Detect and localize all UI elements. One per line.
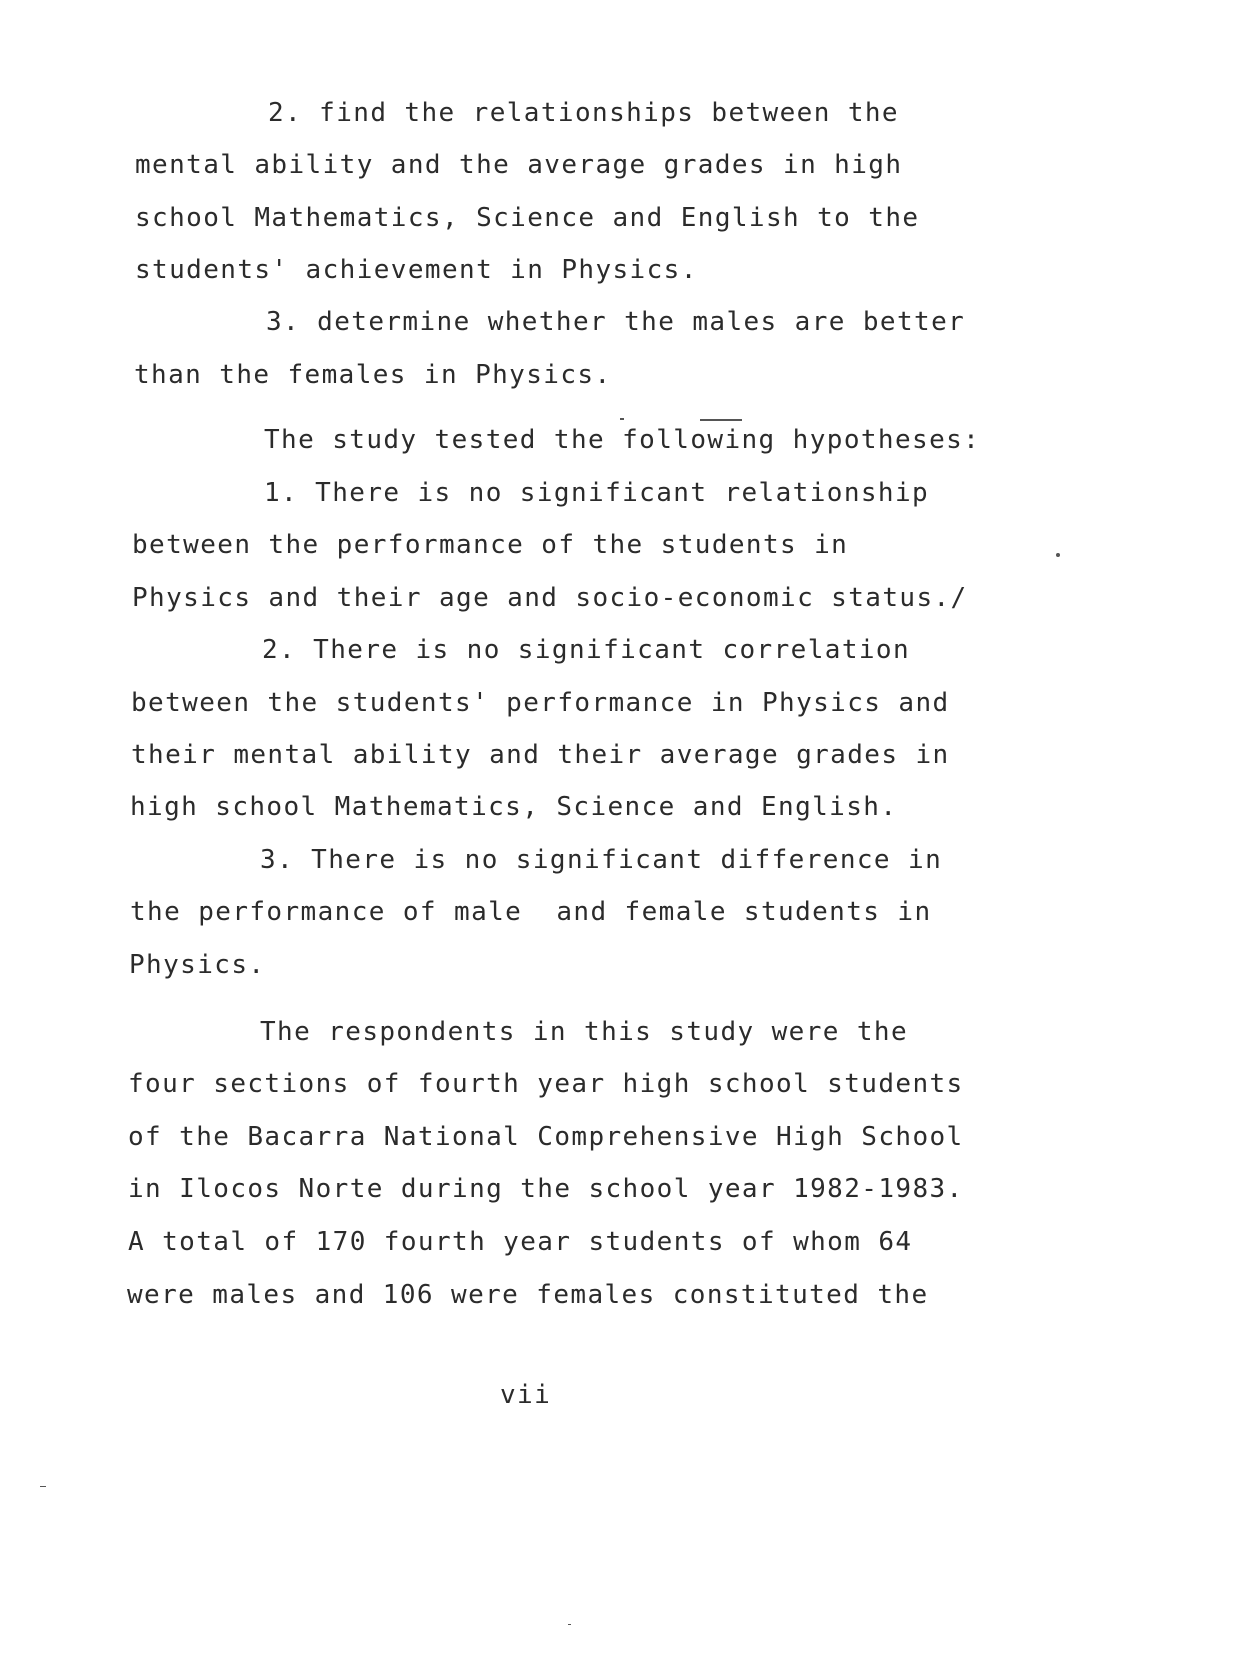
text-line: between the performance of the students in bbox=[132, 530, 849, 560]
scan-speck bbox=[620, 418, 624, 420]
text-line: The study tested the following hypotheses: bbox=[264, 425, 981, 455]
text-line: A total of 170 fourth year students of whom 64 bbox=[128, 1227, 913, 1257]
text-line: 3. determine whether the males are better bbox=[266, 307, 966, 337]
text-line: were males and 106 were females constituted the bbox=[127, 1280, 929, 1310]
text-line: their mental ability and their average grades in bbox=[131, 740, 950, 770]
text-line: between the students' performance in Physics and bbox=[131, 688, 950, 718]
text-line: 1. There is no significant relationship bbox=[264, 478, 930, 508]
text-line: in Ilocos Norte during the school year 1982-1983. bbox=[128, 1174, 964, 1204]
text-line: school Mathematics, Science and English to the bbox=[135, 203, 920, 233]
page-number: vii bbox=[500, 1380, 552, 1410]
text-line: 2. find the relationships between the bbox=[268, 98, 899, 128]
text-line: than the females in Physics. bbox=[134, 360, 612, 390]
text-line: Physics. bbox=[129, 950, 266, 980]
text-line: of the Bacarra National Comprehensive High School bbox=[128, 1122, 964, 1152]
text-line: 3. There is no significant difference in bbox=[260, 845, 943, 875]
text-line: 2. There is no significant correlation bbox=[262, 635, 911, 665]
text-line: The respondents in this study were the bbox=[260, 1017, 909, 1047]
text-line: mental ability and the average grades in high bbox=[135, 150, 903, 180]
text-line: four sections of fourth year high school students bbox=[128, 1069, 964, 1099]
text-line: students' achievement in Physics. bbox=[135, 255, 698, 285]
text-line: the performance of male and female students in bbox=[130, 897, 932, 927]
scan-speck bbox=[40, 1486, 46, 1487]
text-line: Physics and their age and socio-economic status./ bbox=[132, 583, 968, 613]
text-line: high school Mathematics, Science and English. bbox=[130, 792, 898, 822]
scan-speck bbox=[1056, 553, 1060, 557]
scan-speck bbox=[568, 1624, 571, 1625]
scan-speck bbox=[700, 419, 742, 421]
